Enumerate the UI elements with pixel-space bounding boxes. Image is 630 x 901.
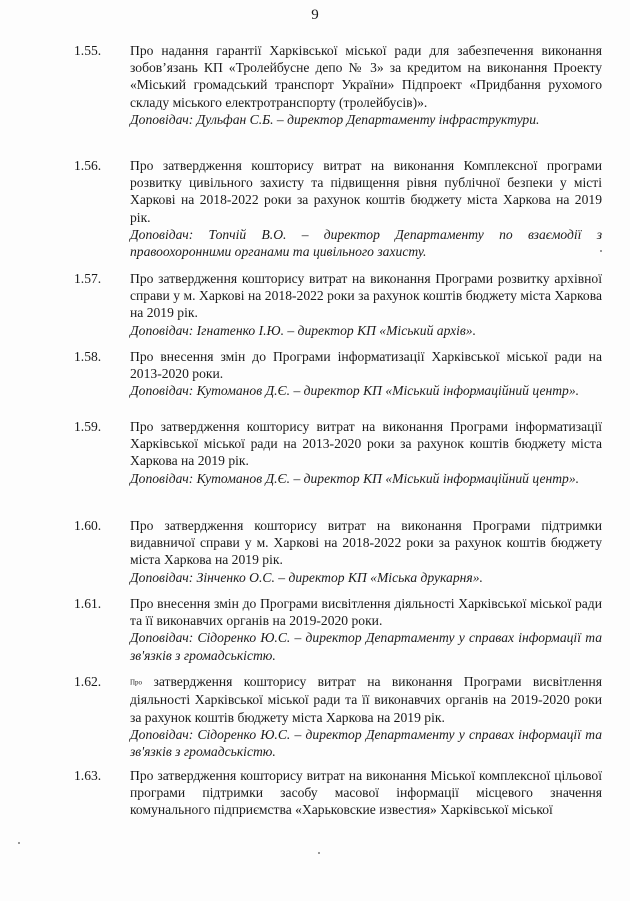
agenda-item-1-57 xyxy=(74,270,602,339)
item-title: Про внесення змін до Програми висвітлення діяльності Харківської міської ради та її виконавчих органів на 2019-2020 роки. xyxy=(130,596,602,629)
item-number: 1.60. xyxy=(74,518,102,533)
item-title: Про затвердження кошторису витрат на виконання Міської комплексної цільової програми підтримки засобу масової інформації місцевого значення комунального підприємства «Харьковские известия» Харківської міської xyxy=(130,768,602,818)
scan-speck xyxy=(18,842,20,844)
item-number: 1.56. xyxy=(74,158,102,173)
item-speaker: Доповідач: Топчій В.О. – директор Департаменту по взаємодії з правоохоронними органами та цивільного захисту. xyxy=(130,226,602,260)
item-body xyxy=(130,595,602,664)
item-title: Про надання гарантії Харківської міської ради для забезпечення виконання зобов’язань КП «Тролейбусне депо № 3» за кредитом на виконання Проекту «Міський громадський транспорт України» Підпроект «Придбання рухомого складу міського електротранспорту (тролейбусів)». xyxy=(130,43,602,110)
agenda-item-1-60 xyxy=(74,517,602,586)
item-title: Про затвердження кошторису витрат на виконання Програми інформатизації Харківської міської ради на 2013-2020 роки за рахунок коштів бюджету міста Харкова на 2019 рік. xyxy=(130,419,602,469)
item-speaker: Доповідач: Кутоманов Д.Є. – директор КП «Міський інформаційний центр». xyxy=(130,470,580,486)
item-body xyxy=(130,517,602,586)
item-number: 1.63. xyxy=(74,768,102,783)
item-speaker: Доповідач: Дульфан С.Б. – директор Департаменту інфраструктури. xyxy=(130,111,540,127)
item-title: Про затвердження кошторису витрат на виконання Комплексної програми розвитку цивільного захисту та підвищення рівня публічної безпеки у місті Харкові на 2018-2022 роки за рахунок коштів бюджету міста Харкова на 2019 рік. xyxy=(130,158,602,225)
item-number: 1.62. xyxy=(74,674,102,689)
scan-speck xyxy=(318,852,320,854)
item-number: 1.58. xyxy=(74,349,102,364)
item-body xyxy=(130,767,602,819)
item-speaker: Доповідач: Ігнатенко І.Ю. – директор КП «Міський архів». xyxy=(130,322,477,338)
item-body xyxy=(130,418,602,487)
item-body xyxy=(130,157,602,260)
item-body xyxy=(130,42,602,128)
agenda-item-1-61 xyxy=(74,595,602,664)
page-number: 9 xyxy=(311,7,319,23)
item-speaker: Доповідач: Сідоренко Ю.С. – директор Департаменту у справах інформації та зв'язків з громадськістю. xyxy=(130,726,602,760)
item-title: Про затвердження кошторису витрат на виконання Програми підтримки видавничої справи у м. Харкові на 2018-2022 роки за рахунок коштів бюджету міста Харкова на 2019 рік. xyxy=(130,518,602,568)
agenda-item-1-55 xyxy=(74,42,602,128)
item-body xyxy=(130,348,602,400)
item-number: 1.59. xyxy=(74,419,102,434)
item-speaker: Доповідач: Сідоренко Ю.С. – директор Департаменту у справах інформації та зв'язків з громадськістю. xyxy=(130,630,602,663)
agenda-item-1-63 xyxy=(74,767,602,819)
item-number: 1.57. xyxy=(74,271,102,286)
agenda-item-1-59 xyxy=(74,418,602,487)
item-title-text: затвердження кошторису витрат на виконання Програми висвітлення діяльності Харківської міської ради та її виконавчих органів на 2019-2020 роки за рахунок коштів бюджету міста Харкова на 2019 рік. xyxy=(130,674,602,725)
agenda-item-1-56 xyxy=(74,157,602,260)
item-number: 1.61. xyxy=(74,596,102,611)
small-mark: Про xyxy=(130,678,143,687)
scan-speck xyxy=(600,250,602,252)
item-speaker: Доповідач: Зінченко О.С. – директор КП «Міська друкарня». xyxy=(130,569,483,585)
item-title: Про внесення змін до Програми інформатизації Харківської міської ради на 2013-2020 роки. xyxy=(130,349,602,382)
item-number: 1.55. xyxy=(74,43,102,58)
item-speaker: Доповідач: Кутоманов Д.Є. – директор КП «Міський інформаційний центр». xyxy=(130,383,580,399)
item-title xyxy=(130,673,602,726)
item-body xyxy=(130,270,602,339)
agenda-item-1-62 xyxy=(74,673,602,760)
item-title: Про затвердження кошторису витрат на виконання Програми розвитку архівної справи у м. Харкові на 2018-2022 роки за рахунок коштів бюджету міста Харкова на 2019 рік. xyxy=(130,271,602,321)
agenda-item-1-58 xyxy=(74,348,602,400)
item-body xyxy=(130,673,602,760)
